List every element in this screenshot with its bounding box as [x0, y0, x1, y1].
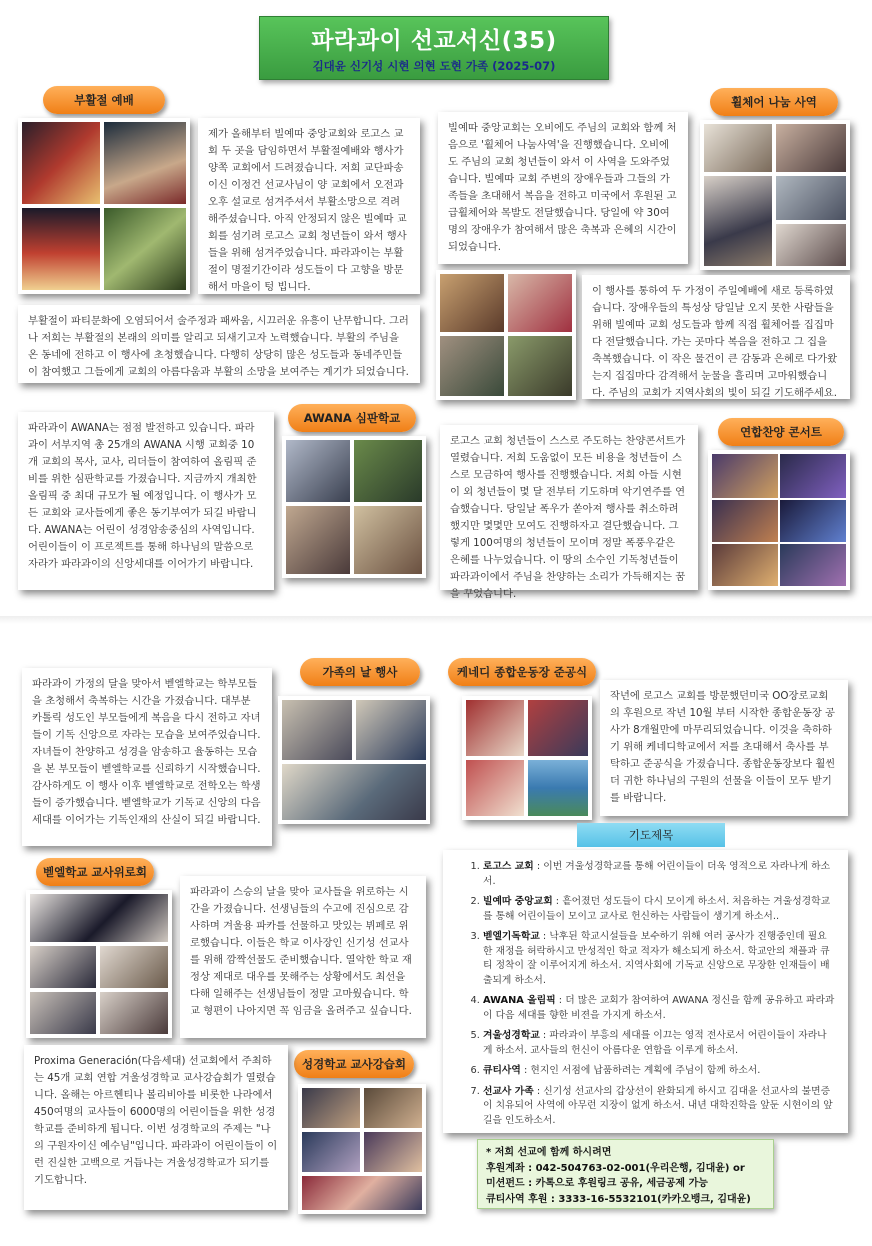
page-divider	[0, 616, 872, 624]
wheelchair-photo-collage	[700, 120, 850, 270]
section-label-wheelchair: 휠체어 나눔 사역	[710, 88, 838, 116]
easter-photo	[22, 208, 100, 290]
wheelchair-photo	[508, 274, 572, 332]
support-label: 미션펀드	[486, 1178, 525, 1189]
easter-photo	[104, 208, 186, 290]
prayer-list-card	[443, 850, 848, 1133]
teachers-photo	[30, 992, 96, 1034]
family-day-photo	[282, 700, 352, 760]
support-line	[486, 1176, 765, 1192]
support-label: 큐티사역 후원	[486, 1193, 548, 1205]
support-info-box	[477, 1139, 774, 1209]
awana-photo	[354, 506, 422, 574]
teachers-text-card: 파라과이 스승의 날을 맞아 교사들을 위로하는 시간을 가졌습니다. 선생님들의 수고에 진심으로 감사하며 겨울용 파카를 선물하고 맛있는 뷔페로 위로했습니다. 이들은 학교 이사장인 신기성 선교사를 위해 깜짝선물도 준비했습니다. 열악한 학교 재정상 제대로 대우를 못해주는 상황에서도 최선을 다해 일해주는 선생님들이 정말 고마웠습니다. 학교 형편이 나아지면 꼭 임금을 올려주고 싶습니다.	[180, 876, 426, 1038]
support-heading: * 저희 선교에 함께 하시려면	[486, 1147, 612, 1158]
page-subtitle: 김대윤 신기성 시현 의현 도현 가족 (2025-07)	[312, 59, 556, 73]
prayer-item-text: : 이번 겨울성경학교를 통해 어린이들이 더욱 영적으로 자라나게 하소서.	[483, 861, 831, 887]
prayer-title: 기도제목	[577, 823, 725, 847]
easter-photo	[22, 122, 100, 204]
easter-photo	[104, 122, 186, 204]
prayer-item-text: : 파라과이 부흥의 세대를 이끄는 영적 전사로서 어린이들이 자라나게 하소서. 교사들의 헌신이 아름다운 연합을 이루게 하소서.	[483, 1030, 827, 1056]
bible-school-text-card: Proxima Generación(다음세대) 선교회에서 주최하는 45개 교회 연합 겨울성경학교 교사강습회가 열렸습니다. 올해는 아르헨티나 볼리비아를 비롯한 나라에서 450여명의 교사들이 6000명의 어린이들을 위한 성경학교를 준비하게 됩니다. 이번 성경학교의 주제는 "나의 구원자이신 예수님"입니다. 파라과이 어린이들이 이런 진실한 고백으로 거듭나는 겨울성경학교가 되기를 기도합니다.	[24, 1045, 288, 1210]
prayer-item	[483, 930, 836, 988]
family-day-text-card: 파라과이 가정의 달을 맞아서 벧엘학교는 학부모들을 초청해서 축복하는 시간을 가졌습니다. 대부분 카톨릭 성도인 부모들에게 복음을 다시 전하고 자녀들이 기독 신앙으로 자라는 모습을 보여주었습니다. 자녀들이 찬양하고 성경을 암송하고 율동하는 모습을 본 부모들이 벧엘학교를 신뢰하기 시작했습니다. 감사하게도 이 행사 이후 벧엘학교로 전학오는 학생들이 증가했습니다. 벧엘학교가 기독교 신앙의 다음 세대를 이어가는 기독인재의 산실이 되길 바랍니다.	[22, 668, 272, 846]
wheelchair-photo	[704, 124, 772, 172]
prayer-item-name: 겨울성경학교	[483, 1030, 540, 1041]
wheelchair-photo-collage-2	[436, 270, 576, 400]
wheelchair-photo	[776, 124, 846, 172]
wheelchair-photo	[704, 176, 772, 266]
family-day-photo	[282, 764, 426, 820]
wheelchair-photo	[776, 176, 846, 220]
section-label-awana: AWANA 심판학교	[288, 404, 416, 432]
concert-photo	[780, 544, 846, 586]
wheelchair-photo	[440, 336, 504, 396]
easter-text-card: 제가 올해부터 빌예따 중앙교회와 로고스 교회 두 곳을 담임하면서 부활절예배와 행사가 양쪽 교회에서 드려졌습니다. 저희 교단파송이신 이정건 선교사님이 양 교회에서 오전과 오후 설교로 섬겨주셔서 부활소망으로 격려해주셨습니다. 아직 안정되지 않은 빌예따 교회를 섬기려 로고스 교회 청년들이 와서 행사들을 위해 섬겨주었습니다. 파라과이는 부활절이 명절기간이라 성도들이 다 고향을 방문해서 마을이 텅 빕니다.	[198, 118, 420, 294]
prayer-item-name: AWANA 올림픽	[483, 995, 556, 1006]
awana-photo	[354, 440, 422, 502]
sports-text-card: 작년에 로고스 교회를 방문했던미국 OO장로교회의 후원으로 작년 10월 부터 시작한 종합운동장 공사가 8개월만에 마무리되었습니다. 이것을 축하하기 위해 케네디학교에서 저를 초대해서 축사를 부탁하고 준공식을 가졌습니다. 종합운동장보다 훨씬 더 귀한 하나님의 구원의 선물을 이들이 모두 받기를 바랍니다.	[600, 680, 848, 816]
sports-photo	[528, 700, 588, 756]
family-day-photo	[356, 700, 426, 760]
concert-photo	[780, 454, 846, 498]
prayer-item-name: 빌예따 중앙교회	[483, 896, 553, 907]
prayer-item	[483, 994, 836, 1023]
prayer-item-name: 선교사 가족	[483, 1085, 534, 1097]
concert-photo	[712, 454, 778, 498]
section-label-bible-school: 성경학교 교사강습회	[294, 1050, 414, 1078]
support-line	[486, 1192, 765, 1208]
page-title: 파라과이 선교서신(35)	[311, 28, 557, 54]
support-value: : 3333-16-5532101(카카오뱅크, 김대윤)	[547, 1193, 751, 1205]
prayer-item	[483, 860, 836, 889]
prayer-item	[483, 895, 836, 924]
concert-photo-collage	[708, 450, 850, 590]
teachers-photo	[30, 894, 168, 942]
section-label-easter: 부활절 예배	[43, 86, 165, 114]
family-day-photo-collage	[278, 696, 430, 824]
teachers-photo	[100, 946, 168, 988]
support-value: : 042-504763-02-001(우리은행, 김대윤) or	[524, 1162, 745, 1174]
prayer-item-text: : 낙후된 학교시설들을 보수하기 위해 여러 공사가 진행중인데 필요한 재정을 허락하시고 만성적인 학교 적자가 해소되게 하소서. 학교안의 채플과 큐티 정착이 잘 이루어지게 하소서. 지역사회에 기독교 신앙으로 무장한 인재들이 배출되게 하소서.	[483, 931, 830, 986]
awana-photo-collage	[282, 436, 426, 578]
section-label-concert: 연합찬양 콘서트	[718, 418, 844, 446]
concert-photo	[780, 500, 846, 542]
prayer-item-text: : 신기성 선교사의 갑상선이 완화되게 하시고 김대윤 선교사의 불면증이 치유되어 사역에 아무런 지장이 없게 하소서. 내년 대학진학을 앞둔 시현이의 앞길을 인도하소서.	[483, 1085, 833, 1126]
support-label: 후원계좌	[486, 1162, 525, 1174]
concert-text-card: 로고스 교회 청년들이 스스로 주도하는 찬양콘서트가 열렸습니다. 저희 도움없이 모든 비용을 청년들이 스스로 모금하여 행사를 진행했습니다. 저희 아들 시현이 외 청년들이 몇 달 전부터 기도하며 악기연주를 연습했습니다. 당일날 폭우가 쏟아져 행사를 취소하려 했지만 몇몇만 모여도 진행하자고 결단했습니다. 그렇게 100여명의 청년들이 모이며 정말 폭풍우같은 은혜를 나누었습니다. 이 땅의 소수인 기독청년들이 파라과이에서 주님을 찬양하는 소리가 가득해지는 꿈을 꾸었습니다.	[440, 425, 698, 590]
section-label-teachers: 벧엘학교 교사위로회	[36, 858, 154, 886]
prayer-item	[483, 1064, 836, 1079]
newsletter-title-box	[259, 16, 609, 80]
sports-photo	[466, 700, 524, 756]
prayer-item	[483, 1029, 836, 1058]
easter-photo-collage	[18, 118, 190, 294]
prayer-item	[483, 1085, 836, 1129]
wheelchair-text-card-2: 이 행사를 통하여 두 가정이 주일예배에 새로 등록하였습니다. 장애우들의 특성상 당일날 오지 못한 사람들을 위해 빌예따 교회 성도들과 함께 직접 휠체어를 집집마다 전달했습니다. 가는 곳마다 복음을 전하고 그 집을 축복했습니다. 이 작은 물건이 큰 감동과 은혜로 다가왔는지 집집마다 감격해서 눈물을 흘리며 고마워했습니다. 주님의 교회가 지역사회의 빛이 되길 기도해주세요.	[582, 275, 850, 399]
support-line	[486, 1161, 765, 1177]
prayer-item-name: 로고스 교회	[483, 861, 534, 872]
sports-photo-collage	[462, 696, 592, 820]
section-label-family-day: 가족의 날 행사	[300, 658, 420, 686]
awana-photo	[286, 506, 350, 574]
awana-photo	[286, 440, 350, 502]
bible-school-photo	[364, 1088, 422, 1128]
prayer-item-name: 벧엘기독학교	[483, 931, 540, 942]
prayer-item-text: : 현지인 서점에 납품하려는 계획에 주님이 함께 하소서.	[520, 1065, 761, 1076]
bible-school-photo	[364, 1132, 422, 1172]
concert-photo	[712, 500, 778, 542]
teachers-photo-collage	[26, 890, 172, 1038]
prayer-item-text: : 더 많은 교회가 참여하여 AWANA 정신을 함께 공유하고 파라과이 다음 세대를 향한 비젼을 가지게 하소서.	[483, 995, 835, 1021]
wheelchair-photo	[508, 336, 572, 396]
wheelchair-text-card: 빌예따 중앙교회는 오비에도 주님의 교회와 함께 처음으로 '휠체어 나눔사역'을 진행했습니다. 오비에도 주님의 교회 청년들이 와서 이 사역을 도와주었습니다. 빌예따 교회 주변의 장애우들과 그들의 가족들을 초대해서 복음을 전하고 미국에서 후원된 고급휠체어와 목발도 전달했습니다. 당일에 약 30여명의 장애우가 참여해서 많은 축복과 은혜의 시간이 되었습니다.	[438, 112, 688, 264]
bible-school-photo	[302, 1176, 422, 1210]
support-value: : 카톡으로 후원링크 공유, 세금공제 가능	[524, 1178, 708, 1189]
bible-school-photo	[302, 1088, 360, 1128]
easter-text-card-2: 부활절이 파티문화에 오염되어서 술주정과 패싸움, 시끄러운 유흥이 난무합니다. 그러나 저희는 부활절의 본래의 의미를 알리고 되새기고자 노력했습니다. 부활의 주님을 온 동네에 전하고 이 행사에 초청했습니다. 다행히 상당히 많은 성도들과 동네주민들이 참여했고 그들에게 교회의 아름다움과 부활의 소망을 보여주는 계기가 되었습니다.	[18, 305, 420, 383]
bible-school-photo-collage	[298, 1084, 426, 1214]
teachers-photo	[100, 992, 168, 1034]
wheelchair-photo	[440, 274, 504, 332]
bible-school-photo	[302, 1132, 360, 1172]
prayer-item-name: 큐티사역	[483, 1065, 521, 1076]
concert-photo	[712, 544, 778, 586]
prayer-list	[461, 860, 836, 1128]
sports-photo	[466, 760, 524, 816]
sports-photo	[528, 760, 588, 816]
prayer-item-text: : 흩어졌던 성도들이 다시 모이게 하소서. 처음하는 겨울성경학교를 통해 어린이들이 모이고 교사로 헌신하는 사람들이 생기게 하소서..	[483, 896, 831, 922]
awana-text-card: 파라과이 AWANA는 점점 발전하고 있습니다. 파라과이 서부지역 총 25개의 AWANA 시행 교회중 10개 교회의 목사, 교사, 리더들이 참여하여 올림픽 준비를 위한 심판학교를 가졌습니다. 지금까지 개최한 올림픽 중 최대 규모가 될 예정입니다. 이 행사가 모든 교회와 교사들에게 좋은 동기부여가 되길 바랍니다. AWANA는 어린이 성경암송중심의 사역입니다. 어린이들이 이 프로젝트를 통해 하나님의 말씀으로 자라가 파라과이의 신앙세대를 이어가기 바랍니다.	[18, 412, 274, 590]
section-label-sports: 케네디 종합운동장 준공식	[448, 658, 596, 686]
wheelchair-photo	[776, 224, 846, 266]
teachers-photo	[30, 946, 96, 988]
